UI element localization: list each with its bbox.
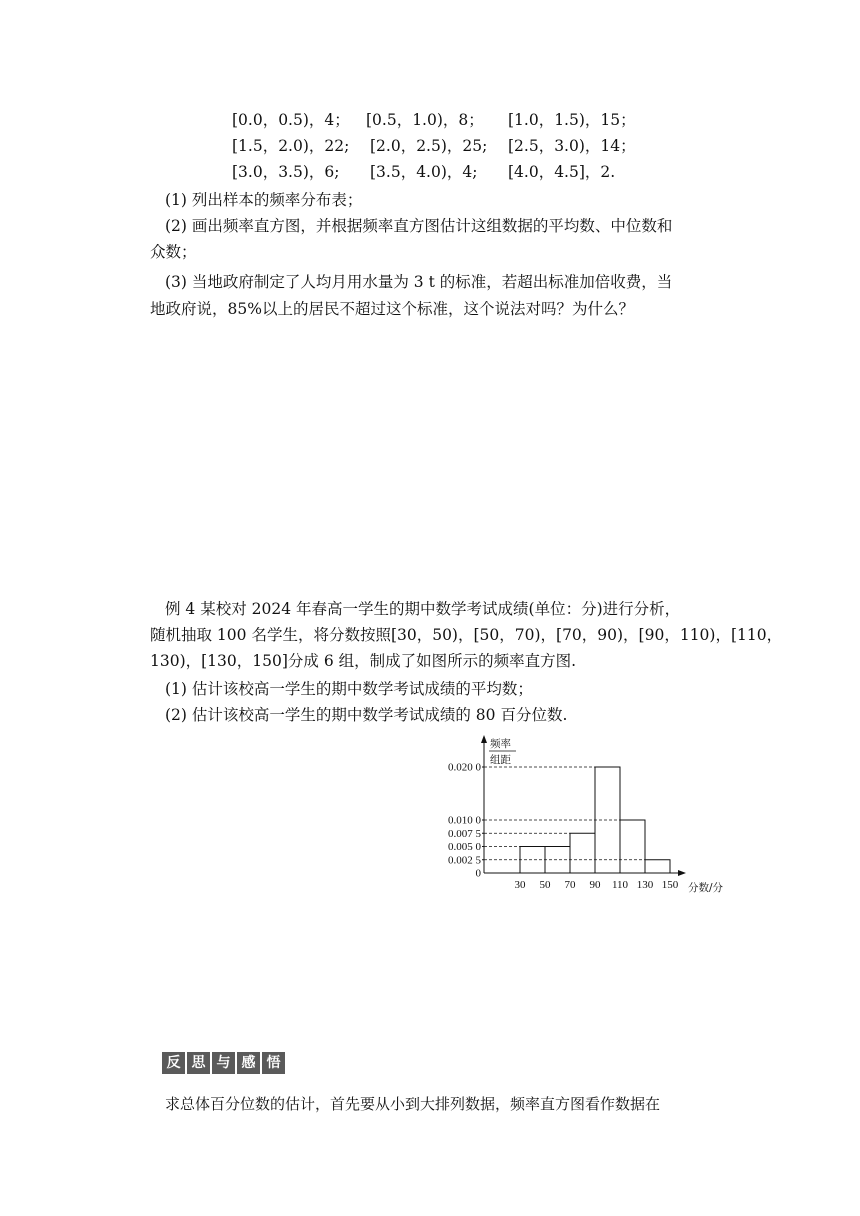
- y-tick-label: 0.007 5: [448, 827, 481, 840]
- data-cell: [0.5，1.0)，8；: [366, 111, 484, 129]
- reflection-banner: [162, 1052, 287, 1074]
- y-tick-label: 0.020 0: [448, 761, 481, 774]
- histogram-bar: [620, 820, 645, 873]
- histogram-bar: [570, 833, 595, 873]
- reflection-text: 求总体百分位数的估计，首先要从小到大排列数据，频率直方图看作数据在: [165, 1095, 661, 1113]
- banner-char: 感: [237, 1052, 260, 1074]
- data-cell: [3.0，3.5)，6;: [232, 163, 340, 181]
- banner-char: 反: [162, 1052, 185, 1074]
- example-4-line1: 例 4 某校对 2024 年春高一学生的期中数学考试成绩(单位：分)进行分析，: [165, 600, 681, 618]
- data-cell: [1.0，1.5)，15；: [508, 111, 636, 129]
- banner-char: 与: [212, 1052, 235, 1074]
- data-cell: [2.0，2.5)，25;: [370, 137, 488, 155]
- question-2-line2: 众数；: [150, 243, 197, 261]
- y-tick-label: 0.002 5: [448, 854, 481, 867]
- x-tick-label: 90: [589, 879, 601, 891]
- data-cell: [4.0，4.5]，2.: [508, 163, 616, 181]
- data-cell: [1.5，2.0)，22;: [232, 137, 350, 155]
- question-1: (1) 列出样本的频率分布表；: [165, 191, 363, 209]
- example-4-line2: 随机抽取 100 名学生，将分数按照[30，50)，[50，70)，[70，90)，[90，110)，[110，: [150, 626, 783, 644]
- y-tick-label: 0: [475, 867, 481, 880]
- x-tick-label: 130: [636, 879, 654, 891]
- data-cell: [0.0，0.5)，4；: [232, 111, 350, 129]
- frequency-histogram: [440, 733, 740, 898]
- y-axis-arrow-icon: [481, 735, 487, 743]
- x-axis-arrow-icon: [678, 870, 686, 876]
- x-tick-label: 70: [564, 879, 576, 891]
- x-axis-label: 分数/分: [688, 882, 724, 894]
- chart-layer: [448, 735, 686, 891]
- example-4-question-2: (2) 估计该校高一学生的期中数学考试成绩的 80 百分位数.: [165, 706, 568, 724]
- x-tick-label: 30: [514, 879, 526, 891]
- y-label-bottom: 组距: [490, 754, 511, 766]
- banner-char: 思: [187, 1052, 210, 1074]
- x-tick-label: 50: [539, 879, 551, 891]
- question-3-line1: (3) 当地政府制定了人均月用水量为 3 t 的标准，若超出标准加倍收费，当: [165, 273, 673, 291]
- y-tick-label: 0.010 0: [448, 814, 481, 827]
- banner-char: 悟: [262, 1052, 285, 1074]
- question-3-line2: 地政府说，85%以上的居民不超过这个标准，这个说法对吗？为什么？: [150, 300, 634, 318]
- data-cell: [3.5，4.0)，4;: [370, 163, 478, 181]
- y-tick-label: 0.005 0: [448, 841, 481, 853]
- y-label-top: 频率: [490, 738, 511, 750]
- example-4-question-1: (1) 估计该校高一学生的期中数学考试成绩的平均数；: [165, 680, 533, 698]
- histogram-bar: [645, 860, 670, 873]
- question-2-line1: (2) 画出频率直方图，并根据频率直方图估计这组数据的平均数、中位数和: [165, 217, 673, 235]
- x-tick-label: 150: [661, 879, 679, 891]
- x-tick-label: 110: [611, 879, 629, 891]
- data-cell: [2.5，3.0)，14；: [508, 137, 636, 155]
- example-4-line3: 130)，[130，150]分成 6 组，制成了如图所示的频率直方图.: [150, 652, 577, 670]
